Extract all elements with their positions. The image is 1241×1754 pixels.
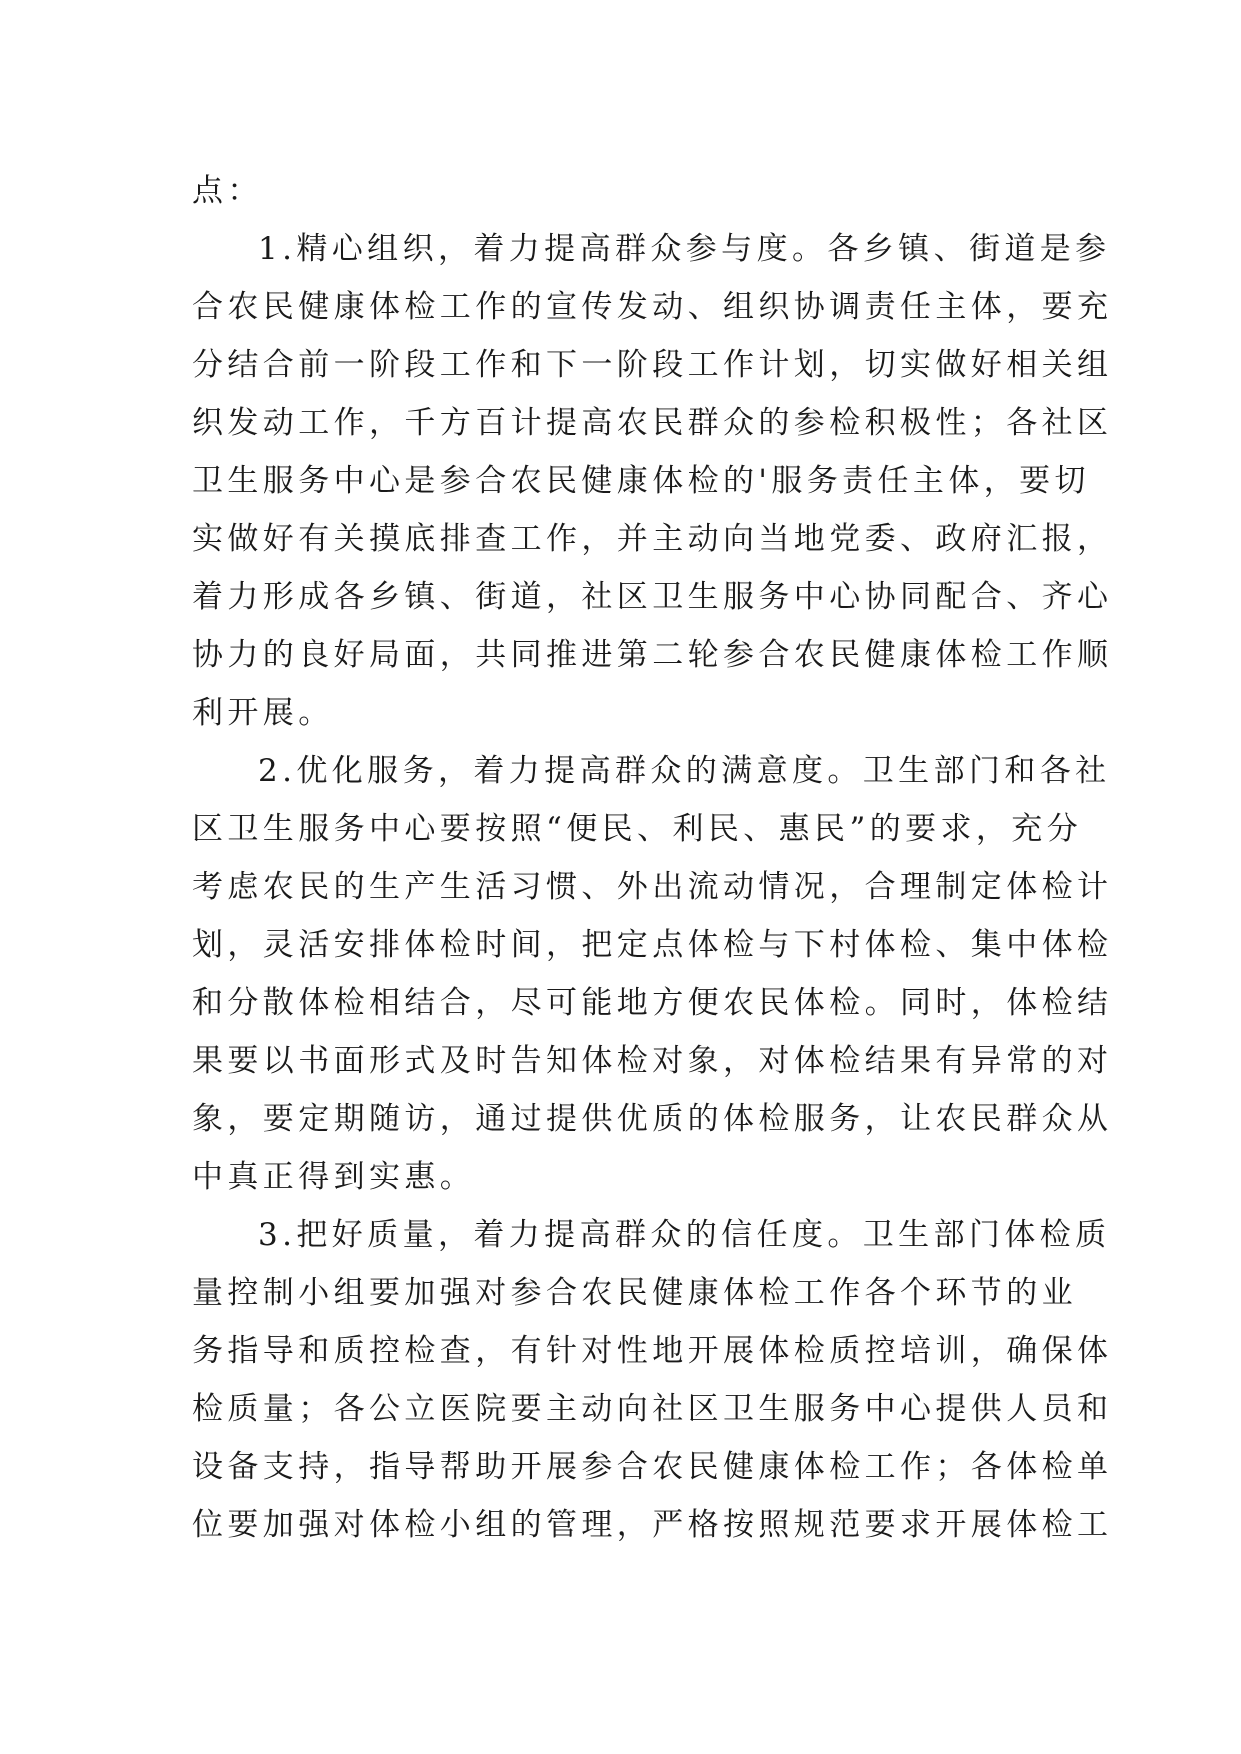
text-line: 分结合前一阶段工作和下一阶段工作计划，切实做好相关组 bbox=[192, 347, 1113, 383]
text-line: 设备支持，指导帮助开展参合农民健康体检工作；各体检单 bbox=[192, 1449, 1113, 1485]
text-line: 协力的良好局面，共同推进第二轮参合农民健康体检工作顺 bbox=[192, 637, 1113, 673]
text-line: 考虑农民的生产生活习惯、外出流动情况，合理制定体检计 bbox=[192, 869, 1113, 905]
text-line: 卫生服务中心是参合农民健康体检的'服务责任主体，要切 bbox=[192, 463, 1090, 499]
paragraph-2-start: 2.优化服务，着力提高群众的满意度。卫生部门和各社 bbox=[258, 753, 1111, 789]
text-line: 合农民健康体检工作的宣传发动、组织协调责任主体，要充 bbox=[192, 289, 1113, 325]
text-line: 利开展。 bbox=[192, 695, 334, 731]
document-body bbox=[192, 162, 1113, 1554]
text-line: 检质量；各公立医院要主动向社区卫生服务中心提供人员和 bbox=[192, 1391, 1113, 1427]
text-line: 织发动工作，千方百计提高农民群众的参检积极性；各社区 bbox=[192, 405, 1113, 441]
text-line: 位要加强对体检小组的管理，严格按照规范要求开展体检工 bbox=[192, 1507, 1113, 1543]
text-line: 实做好有关摸底排查工作，并主动向当地党委、政府汇报， bbox=[192, 521, 1113, 557]
text-line: 务指导和质控检查，有针对性地开展体检质控培训，确保体 bbox=[192, 1333, 1113, 1369]
text-line: 着力形成各乡镇、街道，社区卫生服务中心协同配合、齐心 bbox=[192, 579, 1113, 615]
text-line: 点： bbox=[192, 173, 263, 209]
text-line: 象，要定期随访，通过提供优质的体检服务，让农民群众从 bbox=[192, 1101, 1113, 1137]
paragraph-3-start: 3.把好质量，着力提高群众的信任度。卫生部门体检质 bbox=[258, 1217, 1111, 1253]
text-line: 量控制小组要加强对参合农民健康体检工作各个环节的业 bbox=[192, 1275, 1077, 1311]
paragraph-1-start: 1.精心组织，着力提高群众参与度。各乡镇、街道是参 bbox=[258, 231, 1111, 267]
text-line: 果要以书面形式及时告知体检对象，对体检结果有异常的对 bbox=[192, 1043, 1113, 1079]
text-line: 和分散体检相结合，尽可能地方便农民体检。同时，体检结 bbox=[192, 985, 1113, 1021]
text-line: 中真正得到实惠。 bbox=[192, 1159, 476, 1195]
text-line: 区卫生服务中心要按照“便民、利民、惠民”的要求，充分 bbox=[192, 811, 1083, 847]
text-line: 划，灵活安排体检时间，把定点体检与下村体检、集中体检 bbox=[192, 927, 1113, 963]
